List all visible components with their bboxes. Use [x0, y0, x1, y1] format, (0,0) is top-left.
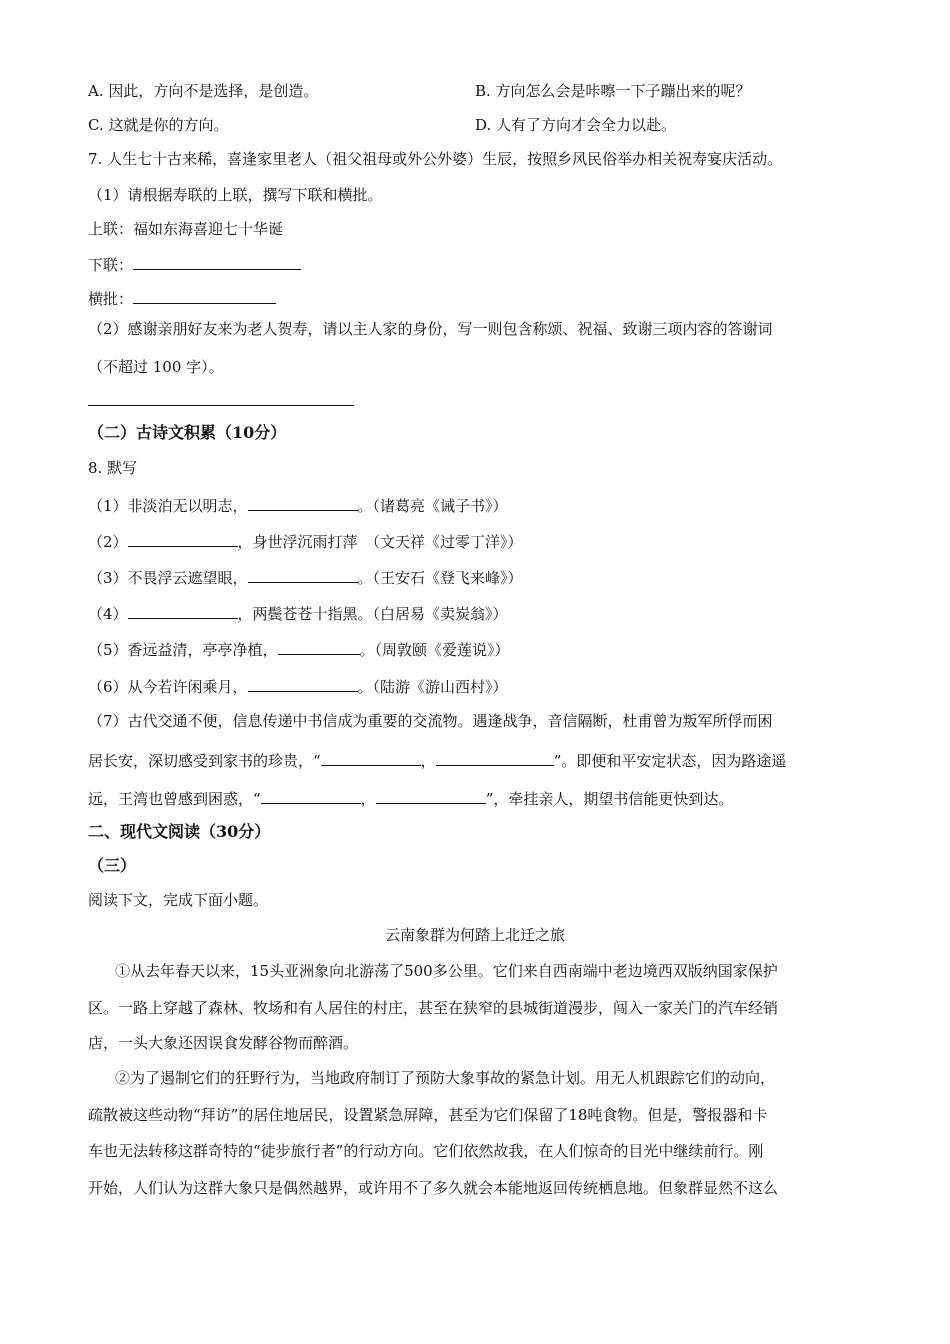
poem-item-3: [88, 566, 523, 588]
para2-line4: 开始，人们认为这群大象只是偶然越界，或许用不了多久就会本能地返回传统栖息地。但象群显然不这么: [88, 1179, 779, 1197]
q7-part2-line2: （不超过 100 字）。: [88, 358, 224, 376]
poem-item-2-text: ，身世浮沉雨打萍 （文天祥《过零丁洋》）: [237, 533, 523, 551]
poem-item-7-line3-text: 远，王湾也曾感到困惑，“: [88, 790, 261, 808]
option-d: D. 人有了方向才会全力以赴。: [475, 116, 677, 134]
poem-item-6-source: 。（陆游《游山西村》）: [357, 678, 508, 696]
q7-part1: （1）请根据寿联的上联，撰写下联和横批。: [88, 186, 383, 204]
q7-stem: 7. 人生七十古来稀，喜逢家里老人（祖父祖母或外公外婆）生辰，按照乡风民俗举办相关祝寿宴庆活动。: [88, 150, 783, 168]
upper-couplet: 上联：福如东海喜迎七十华诞: [88, 220, 284, 238]
banner-row: [88, 287, 276, 309]
banner-blank[interactable]: [133, 287, 276, 304]
poem-item-3-text: （3）不畏浮云遮望眼，: [88, 569, 248, 587]
lower-couplet-blank[interactable]: [133, 253, 301, 270]
poem-item-5-text: （5）香远益清，亭亭净植，: [88, 641, 278, 659]
poem-blank-3[interactable]: [248, 566, 358, 583]
poem-blank-7c[interactable]: [261, 787, 361, 804]
para2-line1: ②为了遏制它们的狂野行为，当地政府制订了预防大象事故的紧急计划。用无人机跟踪它们的动向，: [115, 1069, 776, 1087]
poem-blank-2[interactable]: [128, 530, 238, 547]
article-title: 云南象群为何踏上北迁之旅: [384, 926, 565, 944]
poem-item-5-source: 。（周敦颐《爱莲说》）: [359, 641, 510, 659]
poem-item-1: [88, 494, 508, 516]
poem-item-4-num: （4）: [88, 605, 128, 623]
reading-instruction: 阅读下文，完成下面小题。: [88, 891, 269, 909]
poem-blank-7b[interactable]: [436, 749, 554, 766]
q8-label: 8. 默写: [88, 459, 138, 477]
poem-item-5: [88, 638, 510, 660]
poem-blank-6[interactable]: [248, 675, 358, 692]
option-a: A. 因此，方向不是选择，是创造。: [88, 82, 319, 100]
poem-item-7-line3-tail: ”，牵挂亲人，期望书信能更快到达。: [485, 790, 734, 808]
para2-line3: 车也无法转移这群奇特的“徒步旅行者”的行动方向。它们依然故我，在人们惊奇的目光中继续前行。刚: [88, 1142, 764, 1160]
poem-blank-7d[interactable]: [376, 787, 486, 804]
poem-item-4-text: ，两鬓苍苍十指黑。（白居易《卖炭翁》）: [237, 605, 508, 623]
poem-item-2: [88, 530, 523, 552]
poem-item-1-text: （1）非淡泊无以明志，: [88, 497, 248, 515]
lower-couplet-label: 下联：: [88, 256, 134, 274]
poem-item-7-line2: [88, 749, 786, 771]
banner-label: 横批：: [88, 290, 134, 308]
poem-item-7-line2-tail: ”。即便和平安定状态，因为路途遥: [553, 752, 787, 770]
reading-sub-heading: （三）: [88, 856, 137, 875]
poem-item-2-num: （2）: [88, 533, 128, 551]
q7-part2-line1: （2）感谢亲朋好友来为老人贺寿，请以主人家的身份，写一则包含称颂、祝福、致谢三项内容的答谢词: [88, 320, 773, 338]
poem-item-7-line3: [88, 787, 733, 809]
poem-blank-5[interactable]: [278, 638, 360, 655]
para1-line1: ①从去年春天以来，15头亚洲象向北游荡了500多公里。它们来自西南端中老边境西双版纳国家保护: [115, 962, 778, 980]
poem-item-7-line2-comma: ，: [420, 752, 436, 770]
para2-line2: 疏散被这些动物“拜访”的居住地居民，设置紧急屏障，甚至为它们保留了18吨食物。但是，警报器和卡: [88, 1106, 768, 1124]
poem-item-3-source: 。（王安石《登飞来峰》）: [357, 569, 523, 587]
poem-blank-7a[interactable]: [321, 749, 421, 766]
poem-item-7-line2-text: 居长安，深切感受到家书的珍贵，“: [88, 752, 321, 770]
reading-section-heading: 二、现代文阅读（30分）: [88, 822, 271, 841]
poem-blank-1[interactable]: [248, 494, 358, 511]
poem-blank-4[interactable]: [128, 602, 238, 619]
poem-item-1-source: 。（诸葛亮《诫子书》）: [357, 497, 508, 515]
lower-couplet-row: [88, 253, 301, 275]
para1-line3: 店，一头大象还因误食发酵谷物而醉酒。: [88, 1034, 359, 1052]
option-b: B. 方向怎么会是咔嚓一下子蹦出来的呢？: [475, 82, 751, 100]
poetry-section-heading: （二）古诗文积累（10分）: [88, 423, 287, 442]
poem-item-7-line3-comma: ，: [360, 790, 376, 808]
poem-item-6: [88, 675, 508, 697]
poem-item-7-line1: （7）古代交通不便，信息传递中书信成为重要的交流物。遇逢战争，音信隔断，杜甫曾为叛军所俘而困: [88, 712, 773, 730]
para1-line2: 区。一路上穿越了森林、牧场和有人居住的村庄，甚至在狭窄的县城街道漫步，闯入一家关门的汽车经销: [88, 999, 779, 1017]
poem-item-4: [88, 602, 508, 624]
poem-item-6-text: （6）从今若许闲乘月，: [88, 678, 248, 696]
answer-line[interactable]: [88, 405, 354, 406]
option-c: C. 这就是你的方向。: [88, 116, 229, 134]
